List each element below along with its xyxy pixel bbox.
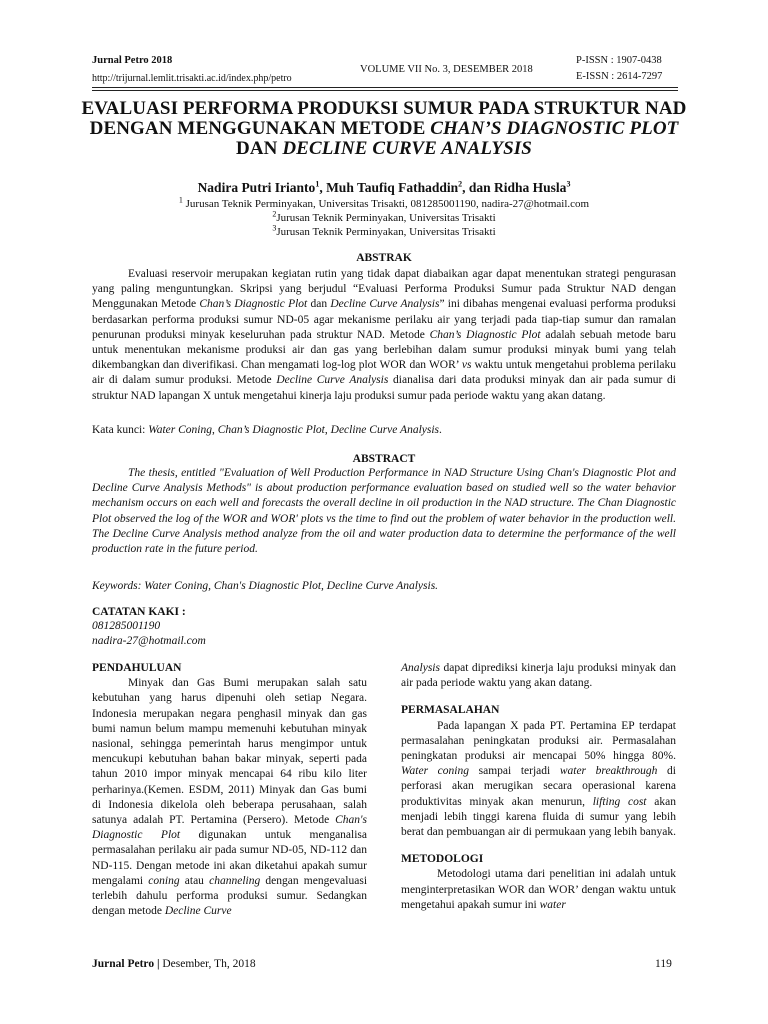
header-rule-bottom (92, 90, 678, 91)
affiliation-1: $^1$ Jurusan Teknik Perminyakan, Universitas Trisakti, 081285001190, nadira-27@hotmail.com (178, 195, 590, 210)
authors: Nadira Putri Irianto$^1$, Muh Taufiq Fathaddin$^2$, dan Ridha Husla$^3$ (197, 179, 571, 195)
journal-url[interactable]: http://trijurnal.lemlit.trisakti.ac.id/index.php/petro (92, 73, 292, 84)
catatan-email[interactable]: nadira-27@hotmail.com (92, 635, 206, 647)
paper-title (80, 99, 688, 159)
right-column (401, 661, 676, 913)
abstrak-heading: ABSTRAK (356, 252, 412, 264)
affiliation-2: $^2$Jurusan Teknik Perminyakan, Universitas Trisakti (272, 209, 496, 224)
volume-info: VOLUME VII No. 3, DESEMBER 2018 (360, 64, 533, 75)
abstrak-text: Evaluasi reservoir merupakan kegiatan rutin yang tidak dapat diabaikan agar dapat menentukan strategi pengurasan yang paling menguntungkan. Skripsi yang berjudul “Evaluasi Performa Produksi Sumur pada Struktur NAD dengan Menggunakan Metode Chan’s Diagnostic Plot dan Decline Curve Analysis” ini dibahas mengenai evaluasi performa produksi berdasarkan performa produksi sumur ND-05 agar mekanisme perilaku air yang terjadi pada tiap-tiap sumur dan ramalan penurunan produksi minyak keseluruhan pada struktur NAD. Metode Chan’s Diagnostic Plot adalah sebuah metode baru untuk menentukan mekanisme produksi air dan gas yang berlebihan dalam sumur produksi minyak bumi yang telah dikembangkan dan diverifikasi. Chan mengamati log-log plot WOR dan WOR’ vs waktu untuk mengetahui problema perilaku air di dalam sumur produksi. Metode Decline Curve Analysis dianalisa dari data produksi minyak dan air pada sumur di struktur NAD lapangan X untuk mengetahui kinerja laju produksi sumur pada periode waktu yang akan datang. (92, 268, 677, 402)
page-number: 119 (655, 958, 672, 970)
left-column (92, 661, 367, 919)
affiliation-3: $^3$Jurusan Teknik Perminyakan, Universitas Trisakti (272, 223, 496, 238)
kata-kunci: Kata kunci: Water Coning, Chan’s Diagnostic Plot, Decline Curve Analysis. (92, 424, 442, 436)
pendahuluan-text: Minyak dan Gas Bumi merupakan salah satu kebutuhan yang harus dipenuhi oleh setiap Negara. Indonesia merupakan negara penghasil minyak dan gas bumi namun belum mampu memenuhi kebutuhan minyak nasional, sehingga pemerintah harus mengimpor untuk mencukupi kebutuhan bahan bakar minyak, seperti pada tahun 2010 impor minyak mencapai 64 ribu kilo liter perharinya.(Kemen. ESDM, 2011) Minyak dan Gas bumi di Indonesia dikelola oleh beberapa perusahaan, salah satunya adalah PT. Pertamina (Persero). Metode Chan's Diagnostic Plot digunakan untuk menganalisa permasalahan perilaku air pada sumur ND-05, ND-112 dan ND-115. Dengan metode ini akan diketahui apakah sumur mengalami coning atau channeling dengan mengevaluasi terlebih dahulu performa produksi sumur. Sedangkan dengan metode Decline Curve (92, 677, 368, 918)
title-line-1: EVALUASI PERFORMA PRODUKSI SUMUR PADA STRUKTUR NAD (81, 98, 687, 119)
metodologi-heading: METODOLOGI (401, 853, 484, 866)
title-line-3: DAN DECLINE CURVE ANALYSIS (236, 138, 532, 159)
catatan-phone: 081285001190 (92, 620, 161, 632)
pendahuluan-heading: PENDAHULUAN (92, 662, 182, 674)
permasalahan-text: Pada lapangan X pada PT. Pertamina EP terdapat permasalahan peningkatan produksi air. Permasalahan peningkatan produksi air mencapai 50% hingga 80%. Water coning sampai terjadi water breakthrough di perforasi akan merugikan secara operasional karena produktivitas minyak akan menurun, lifting cost akan menjadi lebih tinggi karena fluida di sumur yang lebih berat dan pembuangan air di permukaan yang lebih banyak. (401, 719, 676, 839)
keywords: Keywords: Water Coning, Chan's Diagnostic Plot, Decline Curve Analysis. (92, 580, 439, 592)
catatan-heading: CATATAN KAKI : (92, 606, 186, 618)
p-issn: P-ISSN : 1907-0438 (576, 55, 662, 66)
e-issn: E-ISSN : 2614-7297 (576, 71, 663, 82)
abstract-heading: ABSTRACT (352, 453, 416, 465)
title-line-2: DENGAN MENGGUNAKAN METODE CHAN’S DIAGNOSTIC PLOT (89, 118, 679, 139)
pendahuluan-continued: Analysis dapat diprediksi kinerja laju produksi minyak dan air pada periode waktu yang akan datang. (401, 662, 676, 690)
abstract-text: The thesis, entitled "Evaluation of Well Production Performance in NAD Structure Using Chan's Diagnostic Plot and Decline Curve Analysis Methods" is about production performance evaluation based on studied well so the water behavior mechanism occurs on each well and forecasts the overall decline in oil production in the NAD structure. The Chan Diagnostic Plot observed the log of the WOR and WOR' plots vs the time to find out the problem of water behavior in the production well. The Decline Curve Analysis method analyze from the oil and water production data to determine the performance of the well production rate in the future period. (92, 467, 676, 556)
journal-name: Jurnal Petro 2018 (92, 55, 173, 66)
header-rule-top (92, 87, 678, 88)
footer-journal: Jurnal Petro | Desember, Th, 2018 (92, 958, 256, 970)
metodologi-text: Metodologi utama dari penelitian ini adalah untuk menginterpretasikan WOR dan WOR’ dengan waktu untuk mengetahui apakah sumur ini water (401, 868, 676, 911)
permasalahan-heading: PERMASALAHAN (401, 704, 500, 717)
